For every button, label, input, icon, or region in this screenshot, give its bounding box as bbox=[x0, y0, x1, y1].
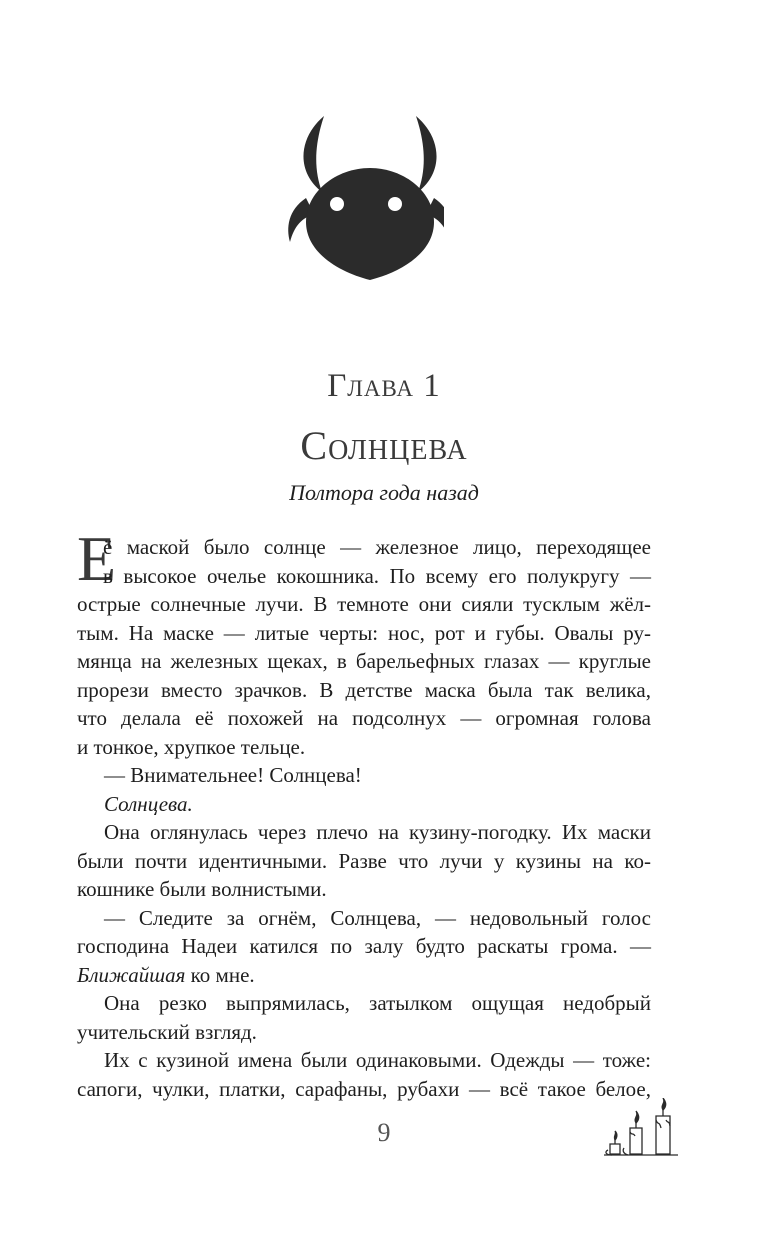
text-line: учительский взгляд. bbox=[77, 1019, 257, 1044]
text-line: кошнике были волнистыми. bbox=[77, 877, 327, 901]
text-line: мянца на железных щеках, в барельефных глазах — круглые bbox=[77, 649, 651, 673]
text-line: в высокое очелье кокошника. По всему его полукругу — bbox=[103, 563, 651, 588]
chapter-subtitle: Полтора года назад bbox=[289, 480, 479, 505]
candles-icon bbox=[602, 1098, 682, 1158]
text-line: ё маской было солнце — железное лицо, переходящее bbox=[103, 535, 651, 559]
text-line: сапоги, чулки, платки, сарафаны, рубахи — всё такое белое, bbox=[77, 1076, 651, 1101]
text-line: Солнцева. bbox=[104, 791, 193, 816]
text-line: что делала её похожей на подсолнух — огромная голова bbox=[77, 706, 651, 730]
page-number: 9 bbox=[377, 1118, 391, 1147]
text-line: — Следите за огнём, Солнцева, — недовольный голос bbox=[104, 905, 651, 930]
italic-word: Ближайшая bbox=[77, 962, 186, 987]
horned-mask-icon bbox=[284, 110, 444, 285]
text-line: были почти идентичными. Разве что лучи у кузины на ко- bbox=[77, 848, 651, 873]
drop-cap: Е bbox=[77, 523, 117, 594]
text-line-mixed bbox=[77, 961, 651, 990]
text-line: и тонкое, хрупкое тельце. bbox=[77, 734, 306, 759]
chapter-label: Глава 1 bbox=[327, 368, 441, 404]
chapter-title: Солнцева bbox=[300, 423, 468, 468]
text-line: прорези вместо зрачков. В детстве маска была так велика, bbox=[77, 677, 651, 702]
text-line: острые солнечные лучи. В темноте они сияли тусклым жёл- bbox=[77, 592, 651, 616]
text-fragment: ко мне. bbox=[185, 962, 255, 987]
text-line: Она резко выпрямилась, затылком ощущая недобрый bbox=[104, 991, 651, 1015]
text-line: господина Надеи катился по залу будто раскаты грома. — bbox=[77, 934, 651, 958]
text-line: тым. На маске — литые черты: нос, рот и губы. Овалы ру- bbox=[77, 620, 651, 645]
text-line: Их с кузиной имена были одинаковыми. Одежды — тоже: bbox=[104, 1048, 651, 1072]
text-line: — Внимательнее! Солнцева! bbox=[104, 763, 362, 787]
text-line: Она оглянулась через плечо на кузину-погодку. Их маски bbox=[104, 820, 651, 844]
body-text bbox=[77, 533, 651, 1103]
